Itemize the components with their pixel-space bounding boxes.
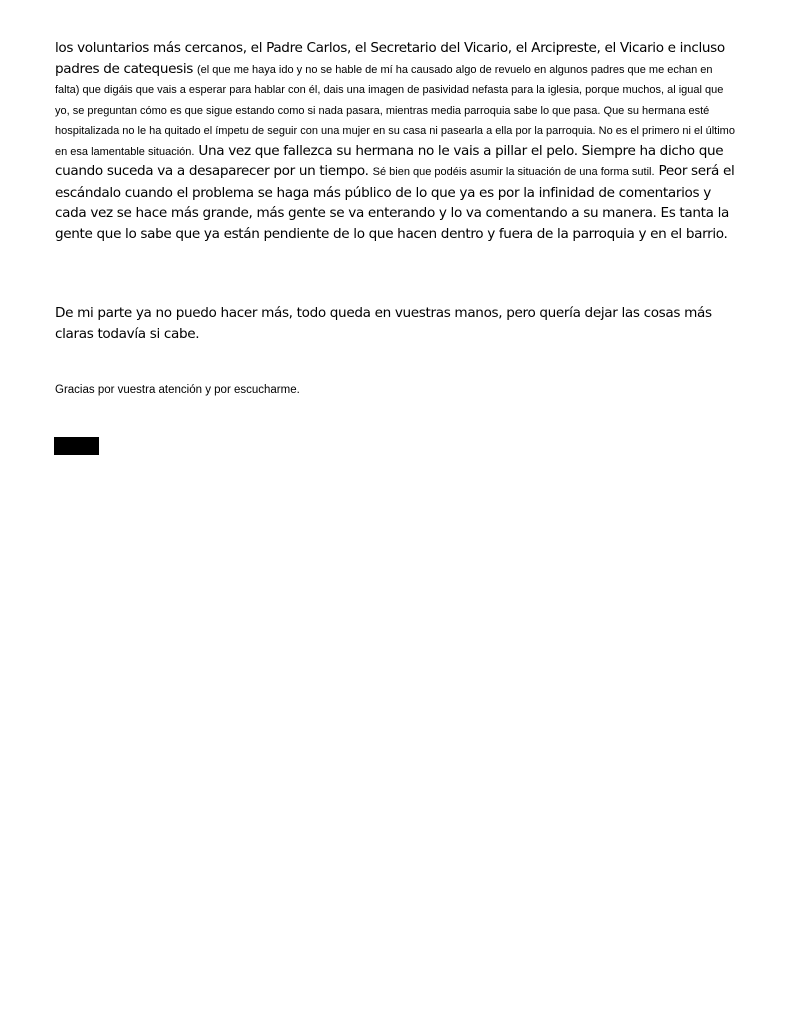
closing-line: Gracias por vuestra atención y por escucharme. bbox=[55, 384, 300, 396]
body-paragraph-2: De mi parte ya no puedo hacer más, todo queda en vuestras manos, pero quería dejar las cosas más claras todavía si cabe. bbox=[55, 305, 712, 342]
paragraph-1-text-small-b: Sé bien que podéis asumir la situación de una forma sutil. bbox=[372, 166, 655, 178]
paragraph-1-text-large-c: Peor será el escándalo cuando el problema se haga más público de lo que ya es por la infinidad de comentarios y cada vez se hace más grande, más gente se va enterando y lo va comentando a su manera. Es tanta la gente que lo sabe que ya están pendiente de lo que hacen dentro y fuera de la parroquia y en el barrio. bbox=[55, 163, 735, 242]
paragraph-1-text-small-a: (el que me haya ido y no se hable de mí ha causado algo de revuelo en algunos padres que me echan en falta) que digáis que vais a esperar para hablar con él, dais una imagen de pasividad nefasta para la iglesia, porque muchos, al igual que yo, se preguntan cómo es que sigue estando como si nada pasara, mientras media parroquia sabe lo que pasa. Que su hermana esté hospitalizada no le ha quitado el ímpetu de seguir con una mujer en su casa ni pasearla a ella por la parroquia. No es el primero ni el último en esa lamentable situación. bbox=[55, 63, 735, 158]
body-paragraph-1 bbox=[55, 38, 735, 244]
redacted-signature-block bbox=[54, 437, 99, 455]
paragraph-1-text-large-b: Una vez que fallezca su hermana no le vais a pillar el pelo. Siempre ha dicho que cuando suceda va a desaparecer por un tiempo. bbox=[55, 142, 724, 179]
paragraph-1-text-large-a: los voluntarios más cercanos, el Padre Carlos, el Secretario del Vicario, el Arcipreste, el Vicario e incluso padres de catequesis bbox=[55, 40, 725, 77]
